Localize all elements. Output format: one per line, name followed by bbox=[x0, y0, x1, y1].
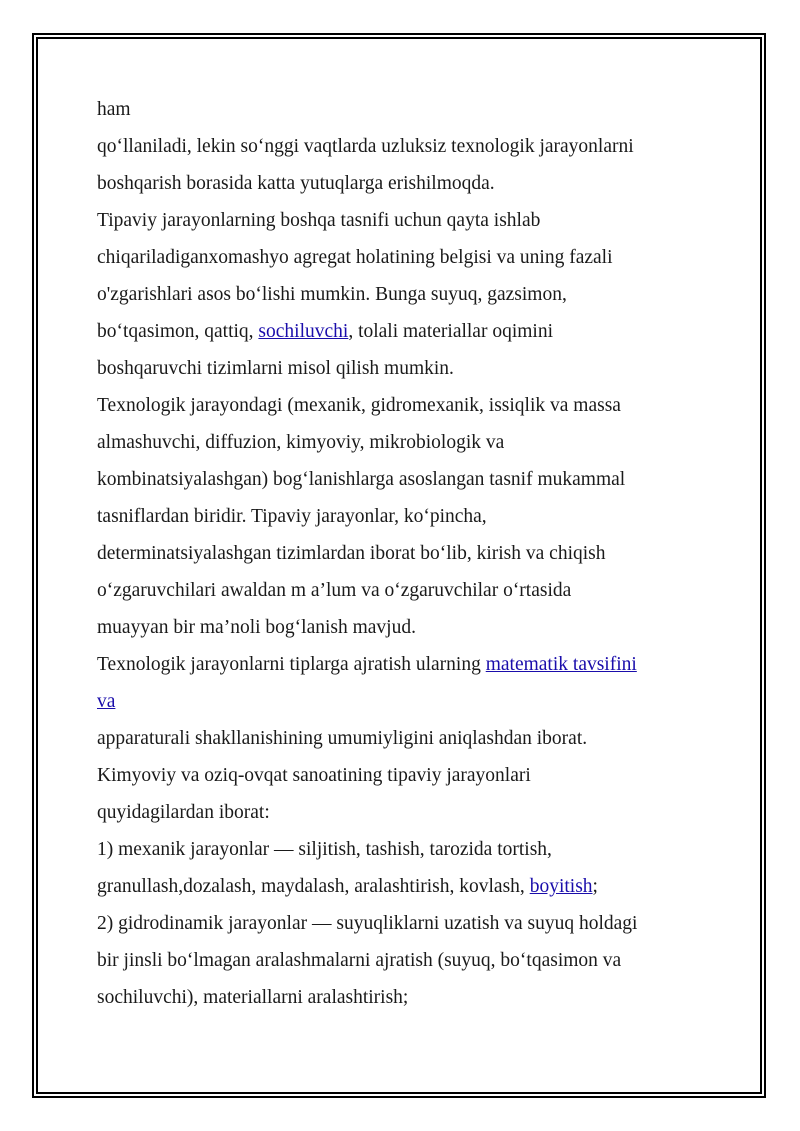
text-run: 1) mexanik jarayonlar — siljitish, tashish, tarozida tortish, bbox=[97, 839, 552, 860]
text-line bbox=[97, 165, 717, 202]
text-run: tasniflardan biridir. Tipaviy jarayonlar, ko‘pincha, bbox=[97, 506, 487, 527]
text-run: apparaturali shakllanishining umumiyligini aniqlashdan iborat. bbox=[97, 728, 588, 749]
text-line bbox=[97, 202, 717, 239]
text-run: o'zgarishlari asos bo‘lishi mumkin. Bunga suyuq, gazsimon, bbox=[97, 284, 567, 305]
text-line bbox=[97, 461, 717, 498]
text-line bbox=[97, 831, 717, 868]
text-line bbox=[97, 313, 717, 350]
text-run: Tipaviy jarayonlarning boshqa tasnifi uchun qayta ishlab bbox=[97, 210, 541, 231]
text-run: chiqariladiganxomashyo agregat holatining belgisi va uning fazali bbox=[97, 247, 613, 268]
text-line bbox=[97, 905, 717, 942]
text-line bbox=[97, 498, 717, 535]
text-line bbox=[97, 868, 717, 905]
text-run: almashuvchi, diffuzion, kimyoviy, mikrobiologik va bbox=[97, 432, 505, 453]
text-run: boshqarish borasida katta yutuqlarga erishilmoqda. bbox=[97, 173, 495, 194]
text-line bbox=[97, 942, 717, 979]
text-line bbox=[97, 572, 717, 609]
text-line bbox=[97, 979, 717, 1016]
text-run: sochiluvchi), materiallarni aralashtirish; bbox=[97, 987, 409, 1008]
text-run: quyidagilardan iborat: bbox=[97, 802, 270, 823]
text-run: o‘zgaruvchilari awaldan m a’lum va o‘zgaruvchilar o‘rtasida bbox=[97, 580, 572, 601]
hyperlink[interactable]: boyitish bbox=[529, 876, 593, 897]
document-body bbox=[97, 91, 717, 1016]
text-run: ; bbox=[592, 876, 598, 897]
text-run: Texnologik jarayondagi (mexanik, gidromexanik, issiqlik va massa bbox=[97, 395, 621, 416]
text-run: bo‘tqasimon, qattiq, bbox=[97, 321, 259, 342]
text-run: Kimyoviy va oziq-ovqat sanoatining tipaviy jarayonlari bbox=[97, 765, 531, 786]
text-line bbox=[97, 535, 717, 572]
text-run: bir jinsli bo‘lmagan aralashmalarni ajratish (suyuq, bo‘tqasimon va bbox=[97, 950, 622, 971]
text-line bbox=[97, 91, 717, 128]
text-run: boshqaruvchi tizimlarni misol qilish mumkin. bbox=[97, 358, 454, 379]
text-run: granullash,dozalash, maydalash, aralashtirish, kovlash, bbox=[97, 876, 530, 897]
text-run: ham bbox=[97, 99, 131, 120]
text-line bbox=[97, 609, 717, 646]
text-run: 2) gidrodinamik jarayonlar — suyuqliklarni uzatish va suyuq holdagi bbox=[97, 913, 638, 934]
text-line bbox=[97, 794, 717, 831]
text-line bbox=[97, 720, 717, 757]
text-line bbox=[97, 646, 717, 683]
hyperlink[interactable]: va bbox=[97, 691, 116, 712]
text-run: muayyan bir ma’noli bog‘lanish mavjud. bbox=[97, 617, 416, 638]
text-run: , tolali materiallar oqimini bbox=[348, 321, 554, 342]
text-line bbox=[97, 683, 717, 720]
text-line bbox=[97, 128, 717, 165]
hyperlink[interactable]: matematik tavsifini bbox=[485, 654, 637, 675]
text-run: Texnologik jarayonlarni tiplarga ajratish ularning bbox=[97, 654, 486, 675]
text-run: determinatsiyalashgan tizimlardan iborat bo‘lib, kirish va chiqish bbox=[97, 543, 606, 564]
text-line bbox=[97, 276, 717, 313]
text-line bbox=[97, 387, 717, 424]
text-line bbox=[97, 757, 717, 794]
text-run: qo‘llaniladi, lekin so‘nggi vaqtlarda uzluksiz texnologik jarayonlarni bbox=[97, 136, 634, 157]
text-run: kombinatsiyalashgan) bog‘lanishlarga asoslangan tasnif mukammal bbox=[97, 469, 626, 490]
text-line bbox=[97, 350, 717, 387]
text-line bbox=[97, 424, 717, 461]
hyperlink[interactable]: sochiluvchi bbox=[258, 321, 349, 342]
text-line bbox=[97, 239, 717, 276]
